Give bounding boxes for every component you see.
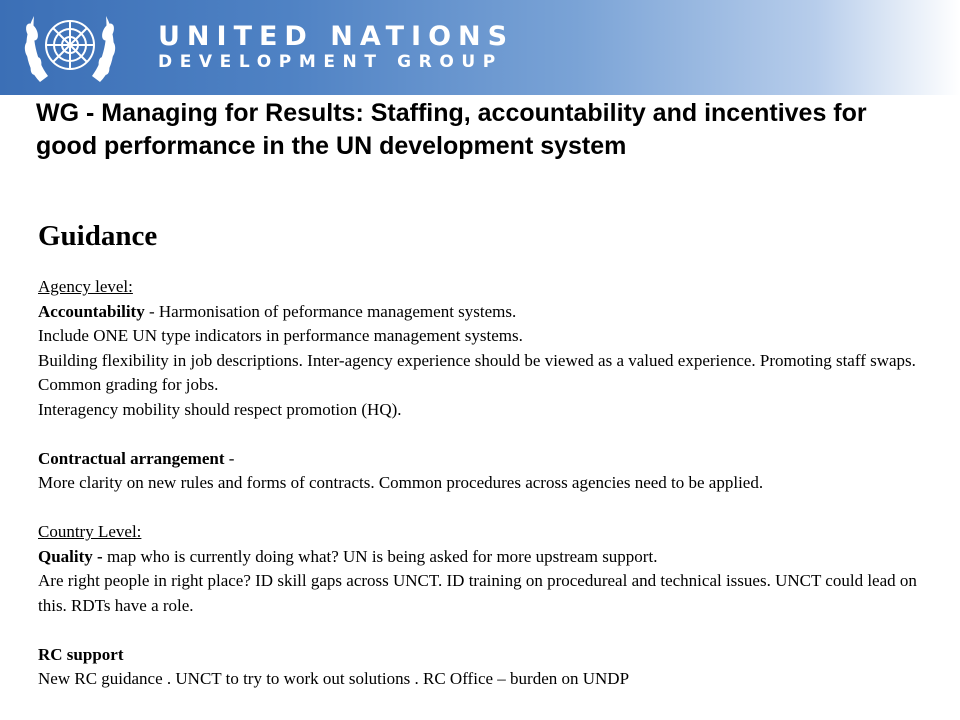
country-line: Are right people in right place? ID skill gaps across UNCT. ID training on procedureal and technical issues. UNCT could lead on this. RDTs have a role. xyxy=(38,571,917,615)
rc-support-term: RC support xyxy=(38,644,124,664)
org-name-line1: UNITED NATIONS xyxy=(158,21,515,52)
country-level-label: Country Level: xyxy=(38,522,142,541)
section-heading: Guidance xyxy=(38,220,158,252)
contractual-suffix: - xyxy=(224,448,235,468)
agency-line: Include ONE UN type indicators in performance management systems. xyxy=(38,326,523,345)
accountability-term: Accountability xyxy=(38,301,145,321)
agency-line: Building flexibility in job descriptions. Inter-agency experience should be viewed as a valued experience. Promoting staff swaps. Common grading for jobs. xyxy=(38,350,916,394)
accountability-text: - Harmonisation of peformance management systems. xyxy=(144,301,517,321)
contractual-term: Contractual arrangement xyxy=(38,448,225,468)
accountability-paragraph xyxy=(38,300,938,325)
quality-text: map who is currently doing what? UN is being asked for more upstream support. xyxy=(102,546,658,566)
header-banner xyxy=(0,0,960,95)
slide-body xyxy=(38,275,938,692)
spacer xyxy=(38,496,938,521)
un-emblem-icon xyxy=(10,2,130,92)
agency-level-label: Agency level: xyxy=(38,277,133,296)
quality-term: Quality - xyxy=(38,546,103,566)
spacer xyxy=(38,618,938,643)
org-name xyxy=(158,22,514,72)
slide-title: WG - Managing for Results: Staffing, accountability and incentives for good performance in the UN development system xyxy=(36,99,867,160)
org-name-line2: DEVELOPMENT GROUP xyxy=(158,52,503,72)
quality-paragraph xyxy=(38,545,938,570)
contractual-heading xyxy=(38,447,938,472)
agency-line: Interagency mobility should respect promotion (HQ). xyxy=(38,399,402,419)
contractual-text: More clarity on new rules and forms of contracts. Common procedures across agencies need to be applied. xyxy=(38,473,764,492)
rc-support-text: New RC guidance . UNCT to try to work out solutions . RC Office – burden on UNDP xyxy=(38,669,630,688)
spacer xyxy=(38,422,938,447)
